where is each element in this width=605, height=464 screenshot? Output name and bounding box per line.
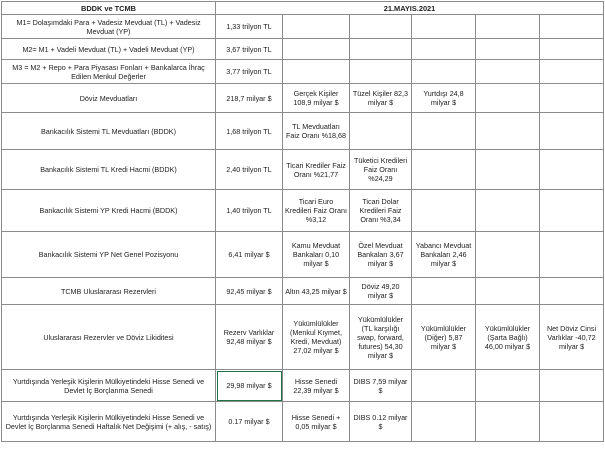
table-row [2,305,604,370]
table-row [2,60,604,84]
empty-cell[interactable] [540,113,604,150]
empty-cell[interactable] [540,84,604,113]
row-value[interactable]: 6,41 milyar $ [216,232,283,278]
row-value[interactable]: Rezerv Varlıklar 92,48 milyar $ [216,305,283,370]
row-subitem[interactable]: Ticari Euro Kredileri Faiz Oranı %3,12 [283,190,350,232]
row-subitem[interactable]: Ticari Dolar Kredileri Faiz Oranı %3,34 [350,190,412,232]
empty-cell[interactable] [283,60,350,84]
empty-cell[interactable] [476,15,540,39]
empty-cell[interactable] [412,113,476,150]
empty-cell[interactable] [540,232,604,278]
header-date: 21.MAYIS.2021 [216,2,604,15]
empty-cell[interactable] [283,15,350,39]
row-subitem[interactable]: Yabancı Mevduat Bankaları 2,46 milyar $ [412,232,476,278]
row-label: Bankacılık Sistemi YP Net Genel Pozisyonu [2,232,216,278]
row-subitem[interactable]: Yükümlülükler (TL karşılığı swap, forward, futures) 54,30 milyar $ [350,305,412,370]
row-subitem[interactable]: Altın 43,25 milyar $ [283,278,350,305]
empty-cell[interactable] [476,402,540,442]
empty-cell[interactable] [412,150,476,190]
table-row [2,190,604,232]
table-row [2,113,604,150]
row-subitem[interactable]: Yurtdışı 24,8 milyar $ [412,84,476,113]
empty-cell[interactable] [476,84,540,113]
row-subitem[interactable]: Tüzel Kişiler 82,3 milyar $ [350,84,412,113]
empty-cell[interactable] [412,190,476,232]
table-row [2,15,604,39]
row-value[interactable]: 2,40 trilyon TL [216,150,283,190]
row-value[interactable]: 0.17 milyar $ [216,402,283,442]
empty-cell[interactable] [476,39,540,60]
empty-cell[interactable] [412,39,476,60]
empty-cell[interactable] [540,15,604,39]
table-row [2,39,604,60]
empty-cell[interactable] [540,370,604,402]
empty-cell[interactable] [412,60,476,84]
table-row [2,278,604,305]
empty-cell[interactable] [412,278,476,305]
empty-cell[interactable] [412,15,476,39]
row-value[interactable]: 1,68 trilyon TL [216,113,283,150]
empty-cell[interactable] [476,60,540,84]
empty-cell[interactable] [350,113,412,150]
row-subitem[interactable]: TL Mevduatları Faiz Oranı %18,68 [283,113,350,150]
row-subitem[interactable]: Döviz 49,20 milyar $ [350,278,412,305]
empty-cell[interactable] [476,232,540,278]
empty-cell[interactable] [476,370,540,402]
empty-cell[interactable] [476,190,540,232]
row-label: Bankacılık Sistemi TL Kredi Hacmi (BDDK) [2,150,216,190]
empty-cell[interactable] [540,150,604,190]
empty-cell[interactable] [412,370,476,402]
row-label: M2= M1 + Vadeli Mevduat (TL) + Vadeli Mevduat (YP) [2,39,216,60]
empty-cell[interactable] [476,278,540,305]
row-subitem[interactable]: Kamu Mevduat Bankaları 0,10 milyar $ [283,232,350,278]
header-source: BDDK ve TCMB [2,2,216,15]
table-row [2,232,604,278]
row-subitem[interactable]: Hisse Senedi + 0,05 milyar $ [283,402,350,442]
empty-cell[interactable] [540,402,604,442]
row-label: TCMB Uluslararası Rezervleri [2,278,216,305]
row-subitem[interactable]: Ticari Krediler Faiz Oranı %21,77 [283,150,350,190]
empty-cell[interactable] [476,150,540,190]
empty-cell[interactable] [476,113,540,150]
row-label: Yurtdışında Yerleşik Kişilerin Mülkiyetindeki Hisse Senedi ve Devlet İç Borçlanma Senedi Haftalık Net Değişimi (+ alış, - satış) [2,402,216,442]
row-value[interactable]: 92,45 milyar $ [216,278,283,305]
row-value[interactable]: 29,98 milyar $ [216,370,283,402]
row-subitem[interactable]: Net Döviz Cinsi Varlıklar -40,72 milyar $ [540,305,604,370]
row-label: Bankacılık Sistemi TL Mevduatları (BDDK) [2,113,216,150]
empty-cell[interactable] [412,402,476,442]
table-row [2,370,604,402]
row-subitem[interactable]: Özel Mevduat Bankaları 3,67 milyar $ [350,232,412,278]
row-subitem[interactable]: Gerçek Kişiler 108,9 milyar $ [283,84,350,113]
row-label: Uluslararası Rezervler ve Döviz Likiditesi [2,305,216,370]
table-row [2,150,604,190]
row-subitem[interactable]: Tüketici Kredileri Faiz Oranı %24,29 [350,150,412,190]
empty-cell[interactable] [350,15,412,39]
row-subitem[interactable]: DIBS 0.12 milyar $ [350,402,412,442]
row-subitem[interactable]: Yükümlülükler (Menkul Kıymet, Kredi, Mevduat) 27,02 milyar $ [283,305,350,370]
row-value[interactable]: 218,7 milyar $ [216,84,283,113]
empty-cell[interactable] [350,39,412,60]
row-value[interactable]: 3,67 trilyon TL [216,39,283,60]
row-value[interactable]: 1,40 trilyon TL [216,190,283,232]
empty-cell[interactable] [540,190,604,232]
row-label: M1= Dolaşımdaki Para + Vadesiz Mevduat (TL) + Vadesiz Mevduat (YP) [2,15,216,39]
empty-cell[interactable] [350,60,412,84]
row-label: Bankacılık Sistemi YP Kredi Hacmi (BDDK) [2,190,216,232]
row-value[interactable]: 1,33 trilyon TL [216,15,283,39]
data-table [1,1,604,442]
row-subitem[interactable]: Yükümlülükler (Şarta Bağlı) 46,00 milyar $ [476,305,540,370]
table-row [2,402,604,442]
empty-cell[interactable] [540,60,604,84]
empty-cell[interactable] [283,39,350,60]
table-row [2,84,604,113]
row-label: M3 = M2 + Repo + Para Piyasası Fonları + Bankalarca İhraç Edilen Menkul Değerler [2,60,216,84]
empty-cell[interactable] [540,278,604,305]
header-row [2,2,604,15]
row-value[interactable]: 3,77 trilyon TL [216,60,283,84]
row-subitem[interactable]: Yükümlülükler (Diğer) 5,87 milyar $ [412,305,476,370]
row-label: Döviz Mevduatları [2,84,216,113]
row-subitem[interactable]: DIBS 7,59 milyar $ [350,370,412,402]
row-subitem[interactable]: Hisse Senedi 22,39 milyar $ [283,370,350,402]
row-label: Yurtdışında Yerleşik Kişilerin Mülkiyetindeki Hisse Senedi ve Devlet İç Borçlanma Senedi [2,370,216,402]
empty-cell[interactable] [540,39,604,60]
